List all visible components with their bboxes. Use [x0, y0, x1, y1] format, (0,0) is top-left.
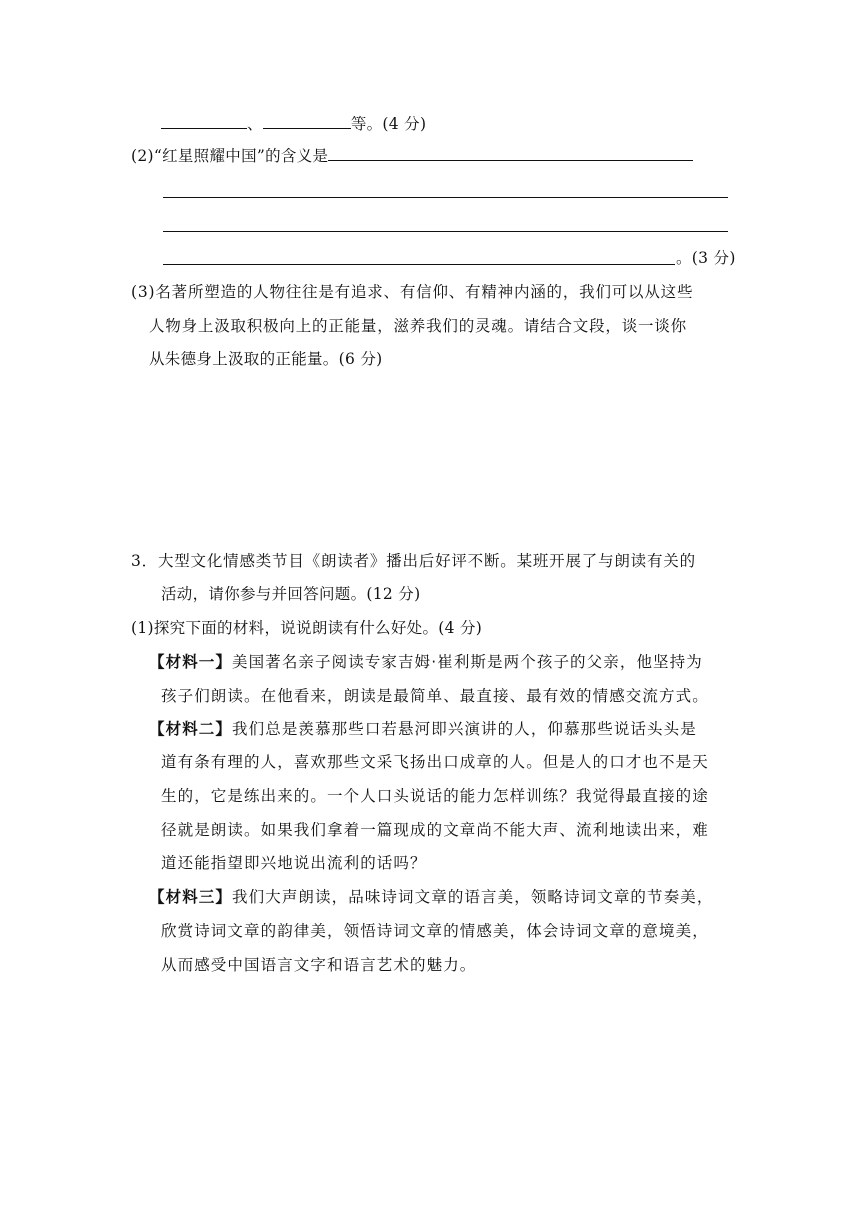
material-2-line5: 道还能指望即兴地说出流利的话吗？	[161, 854, 427, 872]
q3-1-prompt: (1)探究下面的材料，说说朗读有什么好处。(4 分)	[131, 619, 483, 637]
material-2-line3: 生的，它是练出来的。一个人口头说话的能力怎样训练？我觉得最直接的途	[161, 787, 709, 805]
material-1-line1	[149, 652, 703, 672]
q3-stem-line2: 活动，请你参与并回答问题。(12 分)	[161, 585, 421, 603]
material-2-text: 我们总是羡慕那些口若悬河即兴演讲的人，仰慕那些说话头头是	[232, 720, 697, 738]
material-2-line2: 道有条有理的人，喜欢那些文采飞扬出口成章的人。但是人的口才也不是天	[161, 753, 709, 771]
material-3-line1	[149, 887, 713, 907]
material-1-text: 美国著名亲子阅读专家吉姆·崔利斯是两个孩子的父亲，他坚持为	[232, 653, 703, 671]
material-1-line2: 孩子们朗读。在他看来，朗读是最简单、最直接、最有效的情感交流方式。	[161, 687, 709, 705]
answer-line[interactable]	[163, 231, 728, 232]
material-3-text: 我们大声朗读，品味诗词文章的语言美，领略诗词文章的节奏美，	[232, 888, 714, 906]
answer-blank[interactable]	[161, 114, 247, 129]
q2-1-answer-line	[161, 114, 426, 134]
score-label: 。(3 分)	[676, 249, 736, 267]
q2-3-prompt-line1: (3)名著所塑造的人物往往是有追求、有信仰、有精神内涵的，我们可以从这些	[131, 283, 694, 301]
material-2-tag: 【材料二】	[149, 720, 233, 738]
separator: 、	[247, 115, 263, 133]
answer-blank[interactable]	[263, 114, 351, 129]
material-3-line2: 欣赏诗词文章的韵律美，领悟诗词文章的情感美，体会诗词文章的意境美，	[161, 922, 709, 940]
material-3-line3: 从而感受中国语言文字和语言艺术的魅力。	[161, 956, 477, 974]
material-1-tag: 【材料一】	[149, 653, 233, 671]
q2-3-prompt-line2: 人物身上汲取积极向上的正能量，滋养我们的灵魂。请结合文段，谈一谈你	[149, 317, 687, 335]
material-2-line1	[149, 719, 697, 739]
q2-3-prompt-line3: 从朱德身上汲取的正能量。(6 分)	[149, 350, 383, 368]
answer-line[interactable]	[163, 197, 728, 198]
material-3-tag: 【材料三】	[149, 888, 233, 906]
q2-2-prompt	[131, 146, 693, 166]
q3-stem-line1: 3．大型文化情感类节目《朗读者》播出后好评不断。某班开展了与朗读有关的	[131, 552, 696, 570]
score-label: 等。(4 分)	[350, 115, 427, 133]
material-2-line4: 径就是朗读。如果我们拿着一篇现成的文章尚不能大声、流利地读出来，难	[161, 821, 709, 839]
answer-blank[interactable]	[328, 146, 693, 161]
answer-line[interactable]	[163, 264, 675, 265]
question-text: (2)“红星照耀中国”的含义是	[131, 147, 329, 165]
